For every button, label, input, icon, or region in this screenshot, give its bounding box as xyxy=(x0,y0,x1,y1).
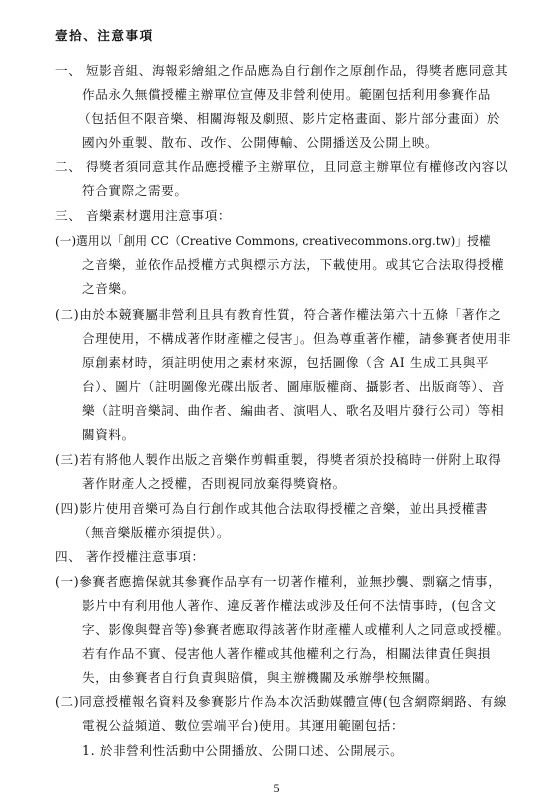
item-3-1-line-2: 之音樂，並依作品授權方式與標示方法，下載使用。或其它合法取得授權 xyxy=(82,257,505,272)
item-3-1-line-1: (一)選用以「創用 CC（Creative Commons, creativecommons.org.tw)」授權 xyxy=(55,234,491,248)
item-3-2-line-4: 台）、圖片（註明圖像光碟出版者、圖庫版權商、攝影者、出版商等）、音 xyxy=(82,379,505,394)
item-4-1-line-1: (一)參賽者應擔保就其參賽作品享有一切著作權利，並無抄襲、剽竊之情事， xyxy=(55,574,502,589)
item-3-2-line-1: (二)由於本競賽屬非營利且具有教育性質，符合著作權法第六十五條「著作之 xyxy=(55,307,502,322)
item-3-1-line-3: 之音樂。 xyxy=(82,281,135,296)
item-3-4-line-2: （無音樂版權亦須提供）。 xyxy=(78,525,231,540)
item-4-1-line-5: 失，由參賽者自行負責與賠償，與主辦機關及承辦學校無關。 xyxy=(82,670,439,685)
item-3-heading: 三、 音樂素材選用注意事項： xyxy=(55,208,232,223)
item-2-line-1: 二、 得獎者須同意其作品應授權予主辦單位，且同意主辦單位有權修改內容以 xyxy=(55,159,509,174)
item-3-3-line-2: 著作財產人之授權，否則視同放棄得獎資格。 xyxy=(82,476,346,491)
item-4-2-subitem-1: 1. 於非營利性活動中公開播放、公開口述、公開展示。 xyxy=(82,743,404,758)
item-4-1-line-4: 若有作品不實、侵害他人著作權或其他權利之行為，相關法律責任與損 xyxy=(82,646,492,661)
item-3-4-line-1: (四)影片使用音樂可為自行創作或其他合法取得授權之音樂，並出具授權書 xyxy=(55,501,489,516)
item-1-line-2: 作品永久無償授權主辦單位宣傳及非營利使用。範圍包括利用參賽作品 xyxy=(82,87,492,102)
item-4-2-line-1: (二)同意授權報名資料及參賽影片作為本次活動媒體宣傳(包含網際網路、有線 xyxy=(55,694,507,709)
item-4-1-line-2: 影片中有利用他人著作、違反著作權法或涉及任何不法情事時，(包含文 xyxy=(82,598,497,613)
item-1-line-3: （包括但不限音樂、相關海報及劇照、影片定格畫面、影片部分畫面）於 xyxy=(78,111,501,126)
page-number: 5 xyxy=(273,781,280,795)
item-1-line-4: 國內外重製、散布、改作、公開傳輸、公開播送及公開上映。 xyxy=(82,135,439,150)
item-4-heading: 四、 著作授權注意事項： xyxy=(55,549,205,564)
item-3-2-line-5: 樂（註明音樂詞、曲作者、編曲者、演唱人、歌名及唱片發行公司）等相 xyxy=(82,403,505,418)
item-4-2-line-2: 電視公益頻道、數位雲端平台)使用。其運用範圍包括： xyxy=(82,718,405,733)
item-3-3-line-1: (三)若有將他人製作出版之音樂作剪輯重製，得獎者須於投稿時一併附上取得 xyxy=(55,452,502,467)
item-3-2-line-3: 原創素材時，須註明使用之素材來源，包括圖像（含 AI 生成工具與平 xyxy=(82,355,490,370)
item-1-line-1: 一、 短影音組、海報彩繪組之作品應為自行創作之原創作品，得獎者應同意其 xyxy=(55,63,509,78)
item-3-2-line-6: 關資料。 xyxy=(82,427,135,442)
item-3-2-line-2: 合理使用，不構成著作財產權之侵害」。但為尊重著作權，請參賽者使用非 xyxy=(82,331,512,346)
section-heading: 壹拾、注意事項 xyxy=(55,28,154,43)
item-4-1-line-3: 字、影像與聲音等)參賽者應取得該著作財產權人或權利人之同意或授權。 xyxy=(82,622,510,637)
item-2-line-2: 符合實際之需要。 xyxy=(82,183,188,198)
